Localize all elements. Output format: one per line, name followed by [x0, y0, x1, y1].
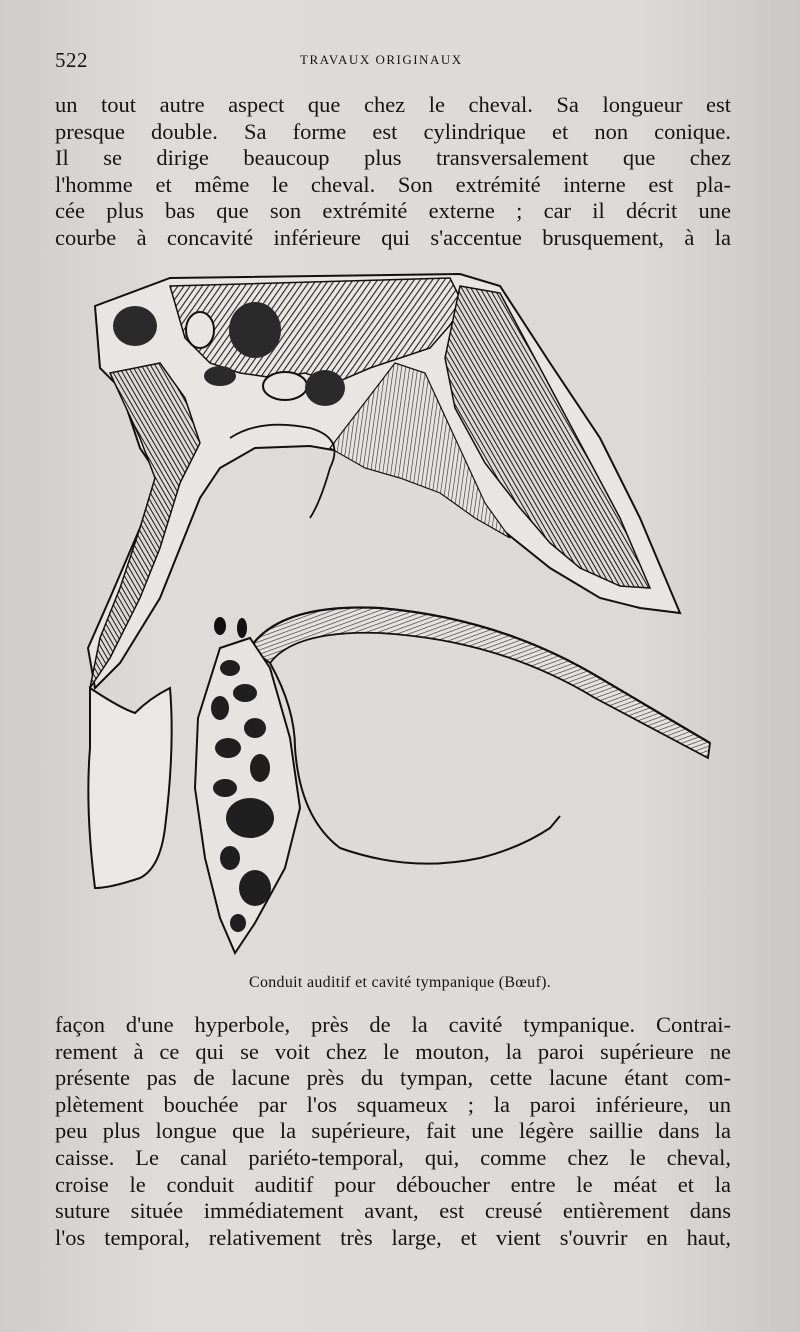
bone-lower-left: [88, 688, 171, 888]
text-line: cée plus bas que son extrémité externe ; car il décrit une: [55, 198, 731, 224]
text-line: l'os temporal, relativement très large, et vient s'ouvrir en haut,: [55, 1224, 731, 1250]
text-line: rement à ce qui se voit chez le mouton, la paroi supérieure ne: [55, 1038, 731, 1064]
text-line: Il se dirige beaucoup plus transversalement que chez: [55, 145, 731, 171]
page-number: 522: [55, 48, 88, 72]
running-head: TRAVAUX ORIGINAUX: [300, 52, 463, 67]
paragraph-bottom: [55, 1012, 731, 1251]
text-line: peu plus longue que la supérieure, fait une légère saillie dans la: [55, 1118, 731, 1144]
paragraph-top: [55, 92, 731, 252]
anatomical-figure: [80, 268, 720, 968]
ear-canal: [250, 608, 710, 759]
text-line: présente pas de lacune près du tympan, cette lacune étant com-: [55, 1065, 731, 1091]
text-line: presque double. Sa forme est cylindrique et non conique.: [55, 118, 731, 144]
tympanic-bulla: [270, 663, 560, 864]
text-line: l'homme et même le cheval. Son extrémité interne est pla-: [55, 171, 731, 197]
text-line: plètement bouchée par l'os squameux ; la paroi inférieure, un: [55, 1091, 731, 1117]
text-line: courbe à concavité inférieure qui s'accentue brusquement, à la: [55, 224, 731, 250]
ear-canal-illustration: [80, 268, 720, 968]
text-line: caisse. Le canal pariéto-temporal, qui, comme chez le cheval,: [55, 1144, 731, 1170]
text-line: un tout autre aspect que chez le cheval. Sa longueur est: [55, 92, 731, 117]
page-header: [55, 48, 745, 72]
text-line: suture située immédiatement avant, est creusé entièrement dans: [55, 1198, 731, 1224]
figure-caption: Conduit auditif et cavité tympanique (Bœuf).: [248, 974, 552, 991]
text-line: façon d'une hyperbole, près de la cavité tympanique. Contrai-: [55, 1012, 731, 1037]
text-line: croise le conduit auditif pour déboucher entre le méat et la: [55, 1171, 731, 1197]
